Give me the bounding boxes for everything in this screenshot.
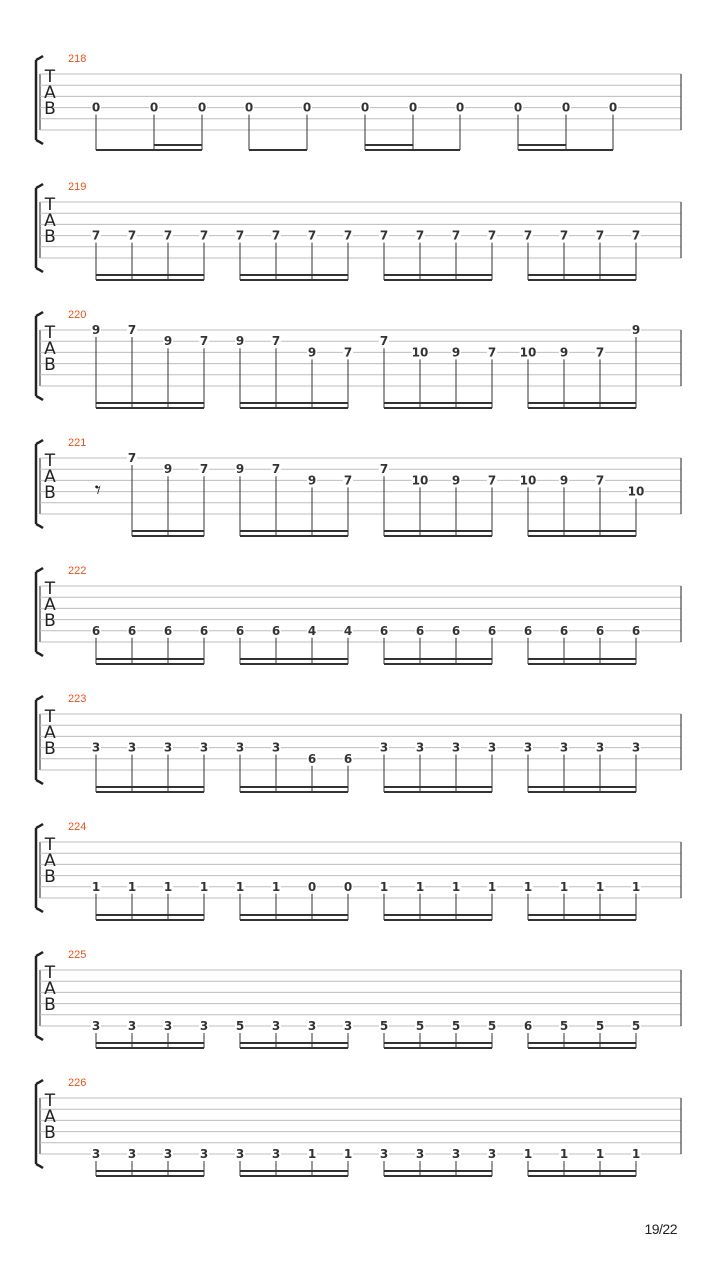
- fret-number: 7: [163, 228, 173, 243]
- fret-number: 6: [343, 751, 353, 766]
- fret-number: 7: [307, 228, 317, 243]
- fret-number: 6: [235, 623, 245, 638]
- fret-number: 0: [302, 100, 312, 115]
- fret-number: 6: [487, 623, 497, 638]
- tab-clef-letter: T: [44, 835, 56, 855]
- tab-clef-letter: A: [44, 211, 56, 231]
- tab-clef-letter: T: [44, 67, 56, 87]
- fret-number: 1: [163, 879, 173, 894]
- page-number: 19/22: [644, 1221, 677, 1237]
- tab-clef-letter: B: [44, 227, 56, 247]
- fret-number: 7: [199, 462, 209, 477]
- fret-number: 3: [127, 740, 137, 755]
- tab-clef-letter: A: [44, 851, 56, 871]
- tab-clef-letter: B: [44, 99, 56, 119]
- fret-number: 5: [379, 1019, 389, 1033]
- tab-staff-226: [36, 1077, 681, 1176]
- fret-number: 5: [451, 1019, 461, 1033]
- fret-number: 7: [127, 451, 137, 465]
- fret-number: 5: [415, 1019, 425, 1033]
- fret-number: 1: [559, 1147, 569, 1161]
- fret-number: 3: [415, 740, 425, 755]
- fret-number: 3: [271, 1019, 281, 1033]
- tab-clef-letter: B: [44, 355, 56, 375]
- fret-number: 1: [559, 879, 569, 894]
- fret-number: 6: [451, 623, 461, 638]
- bar-number: 221: [68, 437, 87, 449]
- fret-number: 7: [595, 345, 605, 360]
- bar-number: 226: [68, 1077, 87, 1089]
- fret-number: 9: [163, 462, 173, 477]
- fret-number: 6: [127, 623, 137, 638]
- tab-clef-letter: A: [44, 979, 56, 999]
- tab-clef-letter: T: [44, 323, 56, 343]
- tab-clef-letter: T: [44, 451, 56, 471]
- fret-number: 7: [343, 473, 353, 488]
- fret-number: 6: [523, 1019, 533, 1033]
- tab-clef-letter: A: [44, 595, 56, 615]
- fret-number: 7: [487, 228, 497, 243]
- fret-number: 7: [127, 228, 137, 243]
- fret-number: 3: [451, 1147, 461, 1161]
- fret-number: 5: [487, 1019, 497, 1033]
- fret-number: 7: [379, 228, 389, 243]
- fret-number: 7: [523, 228, 533, 243]
- fret-number: 5: [595, 1019, 605, 1033]
- fret-number: 0: [360, 100, 370, 115]
- fret-number: 3: [415, 1147, 425, 1161]
- fret-number: 6: [631, 623, 641, 638]
- fret-number: 0: [513, 100, 523, 115]
- fret-number: 10: [519, 473, 537, 488]
- fret-number: 6: [523, 623, 533, 638]
- fret-number: 7: [487, 473, 497, 488]
- fret-number: 0: [561, 100, 571, 115]
- fret-number: 9: [307, 473, 317, 488]
- fret-number: 9: [451, 345, 461, 360]
- fret-number: 9: [235, 462, 245, 477]
- fret-number: 7: [595, 473, 605, 488]
- fret-number: 3: [631, 740, 641, 755]
- tab-clef-letter: T: [44, 707, 56, 727]
- fret-number: 1: [451, 879, 461, 894]
- fret-number: 6: [271, 623, 281, 638]
- fret-number: 1: [487, 879, 497, 894]
- fret-number: 1: [307, 1147, 317, 1161]
- fret-number: 1: [271, 879, 281, 894]
- tab-staff-225: [36, 949, 681, 1048]
- fret-number: 1: [379, 879, 389, 894]
- fret-number: 7: [415, 228, 425, 243]
- fret-number: 3: [595, 740, 605, 755]
- fret-number: 3: [91, 740, 101, 755]
- fret-number: 3: [163, 1147, 173, 1161]
- tab-clef-letter: T: [44, 963, 56, 983]
- fret-number: 10: [411, 345, 429, 360]
- fret-number: 7: [487, 345, 497, 360]
- fret-number: 3: [91, 1147, 101, 1161]
- fret-number: 0: [197, 100, 207, 115]
- fret-number: 7: [379, 334, 389, 349]
- eighth-rest-icon: 𝄾: [94, 476, 102, 504]
- fret-number: 7: [631, 228, 641, 243]
- fret-number: 1: [631, 879, 641, 894]
- fret-number: 7: [271, 228, 281, 243]
- fret-number: 9: [559, 345, 569, 360]
- fret-number: 5: [235, 1019, 245, 1033]
- fret-number: 7: [271, 462, 281, 477]
- fret-number: 7: [559, 228, 569, 243]
- fret-number: 7: [235, 228, 245, 243]
- fret-number: 9: [631, 323, 641, 337]
- fret-number: 9: [235, 334, 245, 349]
- fret-number: 4: [307, 623, 317, 638]
- tab-clef-letter: B: [44, 483, 56, 503]
- fret-number: 3: [271, 1147, 281, 1161]
- bar-number: 220: [68, 309, 87, 321]
- fret-number: 1: [127, 879, 137, 894]
- fret-number: 3: [379, 1147, 389, 1161]
- tab-clef-letter: A: [44, 1107, 56, 1127]
- fret-number: 10: [411, 473, 429, 488]
- fret-number: 1: [415, 879, 425, 894]
- fret-number: 0: [307, 879, 317, 894]
- fret-number: 3: [91, 1019, 101, 1033]
- fret-number: 9: [163, 334, 173, 349]
- fret-number: 0: [408, 100, 418, 115]
- fret-number: 5: [631, 1019, 641, 1033]
- tab-staff-222: [36, 565, 681, 664]
- tab-staff-223: [36, 693, 681, 792]
- fret-number: 3: [271, 740, 281, 755]
- fret-number: 3: [127, 1147, 137, 1161]
- tab-clef-letter: B: [44, 995, 56, 1015]
- fret-number: 3: [343, 1019, 353, 1033]
- fret-number: 1: [595, 879, 605, 894]
- fret-number: 6: [559, 623, 569, 638]
- fret-number: 6: [379, 623, 389, 638]
- fret-number: 0: [91, 100, 101, 115]
- fret-number: 3: [487, 1147, 497, 1161]
- fret-number: 3: [235, 740, 245, 755]
- tab-clef-letter: B: [44, 611, 56, 631]
- fret-number: 6: [307, 751, 317, 766]
- fret-number: 3: [163, 740, 173, 755]
- fret-number: 1: [631, 1147, 641, 1161]
- tab-clef-letter: T: [44, 195, 56, 215]
- fret-number: 5: [559, 1019, 569, 1033]
- fret-number: 3: [199, 1019, 209, 1033]
- fret-number: 0: [343, 879, 353, 894]
- fret-number: 1: [343, 1147, 353, 1161]
- fret-number: 7: [199, 334, 209, 349]
- fret-number: 1: [199, 879, 209, 894]
- fret-number: 7: [91, 228, 101, 243]
- fret-number: 3: [163, 1019, 173, 1033]
- tab-clef-letter: A: [44, 723, 56, 743]
- tab-clef-letter: T: [44, 1091, 56, 1111]
- bar-number: 223: [68, 693, 87, 705]
- fret-number: 10: [627, 484, 645, 499]
- fret-number: 0: [455, 100, 465, 115]
- fret-number: 0: [244, 100, 254, 115]
- fret-number: 6: [415, 623, 425, 638]
- tab-clef-letter: B: [44, 867, 56, 887]
- fret-number: 1: [91, 879, 101, 894]
- fret-number: 6: [199, 623, 209, 638]
- fret-number: 3: [487, 740, 497, 755]
- fret-number: 6: [163, 623, 173, 638]
- tab-staff-221: [36, 437, 681, 536]
- fret-number: 3: [307, 1019, 317, 1033]
- tab-staff-218: [36, 53, 681, 150]
- tab-staff-220: [36, 309, 681, 408]
- fret-number: 7: [595, 228, 605, 243]
- fret-number: 7: [451, 228, 461, 243]
- tab-staff-219: [36, 181, 681, 280]
- bar-number: 218: [68, 53, 87, 65]
- fret-number: 7: [127, 323, 137, 337]
- tab-clef-letter: A: [44, 467, 56, 487]
- fret-number: 3: [199, 1147, 209, 1161]
- fret-number: 9: [451, 473, 461, 488]
- fret-number: 1: [523, 879, 533, 894]
- fret-number: 7: [343, 228, 353, 243]
- tab-staff-224: [36, 821, 681, 920]
- fret-number: 7: [199, 228, 209, 243]
- fret-number: 0: [608, 100, 618, 115]
- fret-number: 6: [595, 623, 605, 638]
- fret-number: 3: [523, 740, 533, 755]
- fret-number: 4: [343, 623, 353, 638]
- fret-number: 9: [307, 345, 317, 360]
- fret-number: 1: [523, 1147, 533, 1161]
- tab-clef-letter: B: [44, 1123, 56, 1143]
- fret-number: 10: [519, 345, 537, 360]
- bar-number: 225: [68, 949, 87, 961]
- bar-number: 219: [68, 181, 87, 193]
- fret-number: 7: [271, 334, 281, 349]
- fret-number: 3: [199, 740, 209, 755]
- tab-clef-letter: A: [44, 83, 56, 103]
- tab-clef-letter: B: [44, 739, 56, 759]
- fret-number: 7: [343, 345, 353, 360]
- fret-number: 1: [235, 879, 245, 894]
- tab-clef-letter: T: [44, 579, 56, 599]
- bar-number: 224: [68, 821, 87, 833]
- fret-number: 3: [559, 740, 569, 755]
- tab-clef-letter: A: [44, 339, 56, 359]
- fret-number: 1: [595, 1147, 605, 1161]
- fret-number: 0: [149, 100, 159, 115]
- fret-number: 9: [559, 473, 569, 488]
- fret-number: 9: [91, 323, 101, 337]
- fret-number: 6: [91, 623, 101, 638]
- fret-number: 3: [235, 1147, 245, 1161]
- bar-number: 222: [68, 565, 87, 577]
- fret-number: 3: [451, 740, 461, 755]
- fret-number: 7: [379, 462, 389, 477]
- fret-number: 3: [379, 740, 389, 755]
- fret-number: 3: [127, 1019, 137, 1033]
